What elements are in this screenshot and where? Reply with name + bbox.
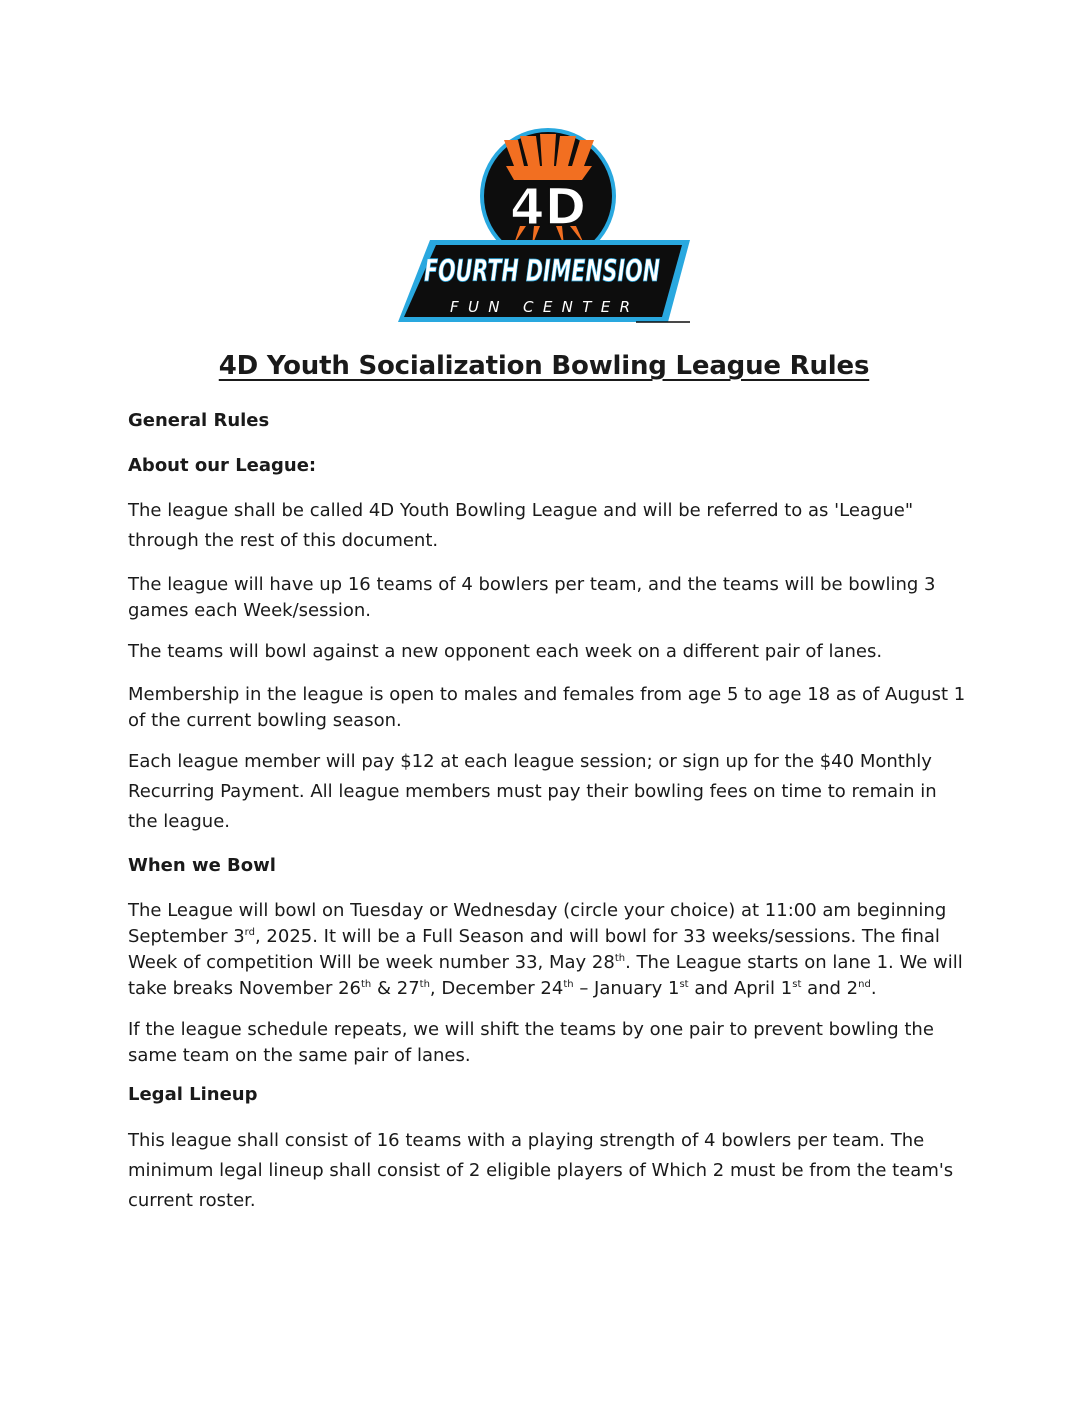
logo-text-sub: F U N C E N T E R (450, 298, 630, 316)
paragraph-league-name: The league shall be called 4D Youth Bowling League and will be referred to as 'League" through the rest of this document. (128, 500, 914, 551)
section-heading-when: When we Bowl (128, 855, 276, 876)
section-heading-general: General Rules (128, 410, 270, 431)
logo-graphic (396, 126, 692, 326)
section-heading-about: About our League: (128, 455, 317, 476)
paragraph-membership: Membership in the league is open to males and females from age 5 to age 18 as of August 1 of the current bowling season. (128, 684, 966, 731)
paragraph-fees: Each league member will pay $12 at each league session; or sign up for the $40 Monthly Recurring Payment. All league members must pay their bowling fees on time to remain in the league. (128, 751, 937, 832)
logo-monogram: 4D (509, 178, 587, 236)
paragraph-schedule: The League will bowl on Tuesday or Wednesday (circle your choice) at 11:00 am beginning September 3rd, 2025. It will be a Full Season and will bowl for 33 weeks/sessions. The final Week of competition Will be week number 33, May 28th. The League starts on lane 1. We will take breaks November 26th & 27th, December 24th – January 1st and April 1st and 2nd. (128, 900, 963, 999)
page-title: 4D Youth Socialization Bowling League Rules (218, 351, 870, 381)
paragraph-teams: The league will have up 16 teams of 4 bowlers per team, and the teams will be bowling 3 games each Week/session. (128, 574, 936, 621)
section-heading-lineup: Legal Lineup (128, 1084, 258, 1105)
paragraph-lineup: This league shall consist of 16 teams with a playing strength of 4 bowlers per team. The minimum legal lineup shall consist of 2 eligible players of Which 2 must be from the team's current roster. (128, 1130, 954, 1211)
bowling-pins-icon (504, 134, 594, 180)
paragraph-opponents: The teams will bowl against a new opponent each week on a different pair of lanes. (128, 641, 883, 662)
fourth-dimension-logo (396, 126, 692, 326)
paragraph-schedule-repeat: If the league schedule repeats, we will shift the teams by one pair to prevent bowling the same team on the same pair of lanes. (128, 1019, 934, 1066)
logo-text-main: FOURTH DIMENSION (424, 254, 660, 289)
